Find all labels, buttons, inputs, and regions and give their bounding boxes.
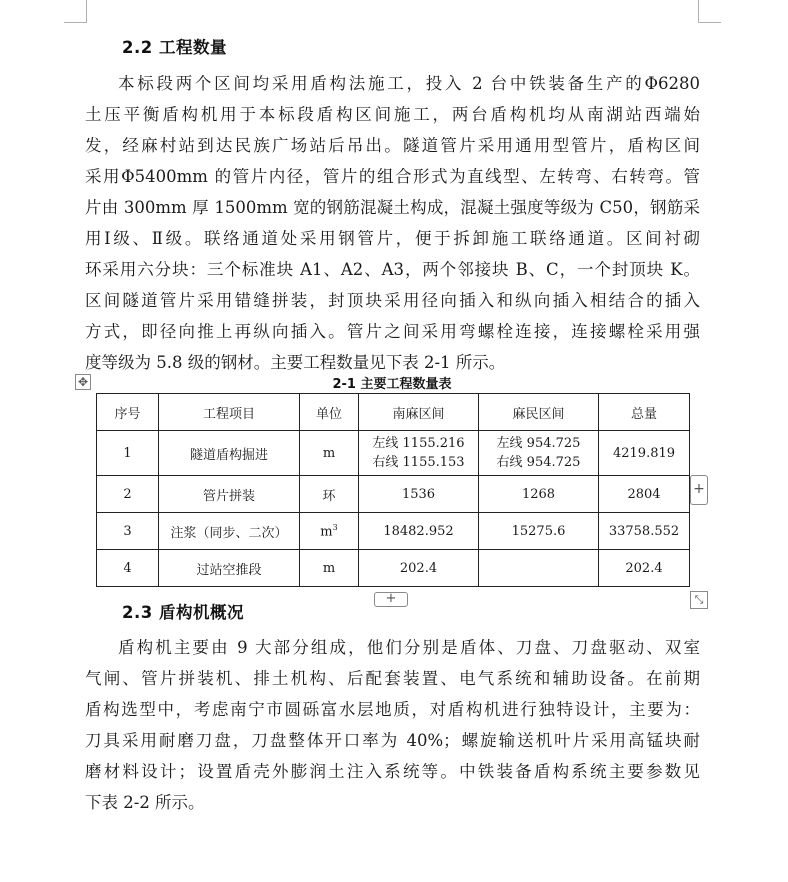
cell-right-line: 右线 954.725: [496, 455, 581, 470]
cell-right-line: 右线 1155.153: [372, 455, 465, 470]
cell-mamin: 15275.6: [479, 513, 599, 550]
table-row: [97, 431, 690, 476]
table-move-handle-icon[interactable]: ✥: [75, 374, 91, 390]
cell-left-line: 左线 1155.216: [372, 436, 465, 451]
add-column-button[interactable]: +: [690, 475, 708, 505]
cell-total: 2804: [599, 476, 690, 513]
cell-mamin: [479, 550, 599, 587]
paragraph-line: 区间隧道管片采用错缝拼装，封顶块采用径向插入和纵向插入相结合的插入: [85, 291, 700, 310]
cell-nanma: 202.4: [359, 550, 479, 587]
cell-no: 3: [97, 513, 159, 550]
header-cell-mamin: 麻民区间: [479, 394, 599, 431]
cell-unit: m: [300, 431, 359, 476]
crop-mark-top-left: [64, 0, 87, 23]
header-cell-nanma: 南麻区间: [359, 394, 479, 431]
cell-item: 注浆（同步、二次）: [159, 513, 300, 550]
header-cell-total: 总量: [599, 394, 690, 431]
section-2-2-paragraph[interactable]: [85, 68, 700, 378]
table-row: [97, 550, 690, 587]
table-header-row: [97, 394, 690, 431]
cell-nanma: [359, 431, 479, 476]
add-row-button[interactable]: +: [374, 592, 408, 607]
section-heading-2-2: 2.2 工程数量: [122, 38, 227, 57]
paragraph-line: 气闸、管片拼装机、排土机构、后配套装置、电气系统和辅助设备。在前期: [85, 669, 700, 688]
unit-text: m: [320, 524, 333, 540]
paragraph-line: 环采用六分块：三个标准块 A1、A2、A3，两个邻接块 B、C，一个封顶块 K。: [85, 260, 700, 279]
cell-left-line: 左线 954.725: [496, 436, 581, 451]
crop-mark-top-right: [698, 0, 721, 23]
unit-superscript: 3: [332, 522, 338, 532]
cell-item: 管片拼装: [159, 476, 300, 513]
cell-no: 2: [97, 476, 159, 513]
cell-total: 33758.552: [599, 513, 690, 550]
cell-item: 过站空推段: [159, 550, 300, 587]
paragraph-line: 下表 2-2 所示。: [85, 793, 205, 812]
cell-unit: 环: [300, 476, 359, 513]
paragraph-line: 度等级为 5.8 级的钢材。主要工程数量见下表 2-1 所示。: [85, 353, 506, 372]
paragraph-line: 发，经麻村站到达民族广场站后吊出。隧道管片采用通用型管片，盾构区间: [85, 136, 700, 155]
cell-no: 4: [97, 550, 159, 587]
cell-mamin: [479, 431, 599, 476]
paragraph-line: 片由 300mm 厚 1500mm 宽的钢筋混凝土构成，混凝土强度等级为 C50，钢筋采: [85, 198, 700, 217]
cell-unit: m: [300, 550, 359, 587]
paragraph-line: 方式，即径向推上再纵向插入。管片之间采用弯螺栓连接，连接螺栓采用强: [85, 322, 700, 341]
paragraph-line: 本标段两个区间均采用盾构法施工，投入 2 台中铁装备生产的Φ6280: [118, 74, 700, 93]
paragraph-line: 刀具采用耐磨刀盘，刀盘整体开口率为 40%；螺旋输送机叶片采用高锰块耐: [85, 731, 700, 750]
cell-nanma: 1536: [359, 476, 479, 513]
table-row: [97, 476, 690, 513]
cell-item: 隧道盾构掘进: [159, 431, 300, 476]
cell-no: 1: [97, 431, 159, 476]
section-heading-2-3: 2.3 盾构机概况: [122, 603, 244, 622]
cell-unit: [300, 513, 359, 550]
paragraph-line: 盾构选型中，考虑南宁市圆砾富水层地质，对盾构机进行独特设计，主要为：: [85, 700, 700, 719]
table-resize-handle-icon[interactable]: ⤡: [690, 591, 708, 609]
cell-mamin: 1268: [479, 476, 599, 513]
quantities-table[interactable]: [96, 393, 690, 587]
table-title: 2-1 主要工程数量表: [332, 377, 452, 392]
cell-total: 202.4: [599, 550, 690, 587]
paragraph-line: 土压平衡盾构机用于本标段盾构区间施工，两台盾构机均从南湖站西端始: [85, 105, 700, 124]
header-cell-item: 工程项目: [159, 394, 300, 431]
header-cell-unit: 单位: [300, 394, 359, 431]
paragraph-line: 用Ⅰ级、Ⅱ级。联络通道处采用钢管片，便于拆卸施工联络通道。区间衬砌: [85, 229, 700, 248]
paragraph-line: 磨材料设计；设置盾壳外膨润土注入系统等。中铁装备盾构系统主要参数见: [85, 762, 700, 781]
table-row: [97, 513, 690, 550]
section-2-3-paragraph[interactable]: [85, 632, 700, 818]
header-cell-no: 序号: [97, 394, 159, 431]
cell-nanma: 18482.952: [359, 513, 479, 550]
cell-total: 4219.819: [599, 431, 690, 476]
paragraph-line: 采用Φ5400mm 的管片内径，管片的组合形式为直线型、左转弯、右转弯。管: [85, 167, 700, 186]
paragraph-line: 盾构机主要由 9 大部分组成，他们分别是盾体、刀盘、刀盘驱动、双室: [118, 638, 700, 657]
